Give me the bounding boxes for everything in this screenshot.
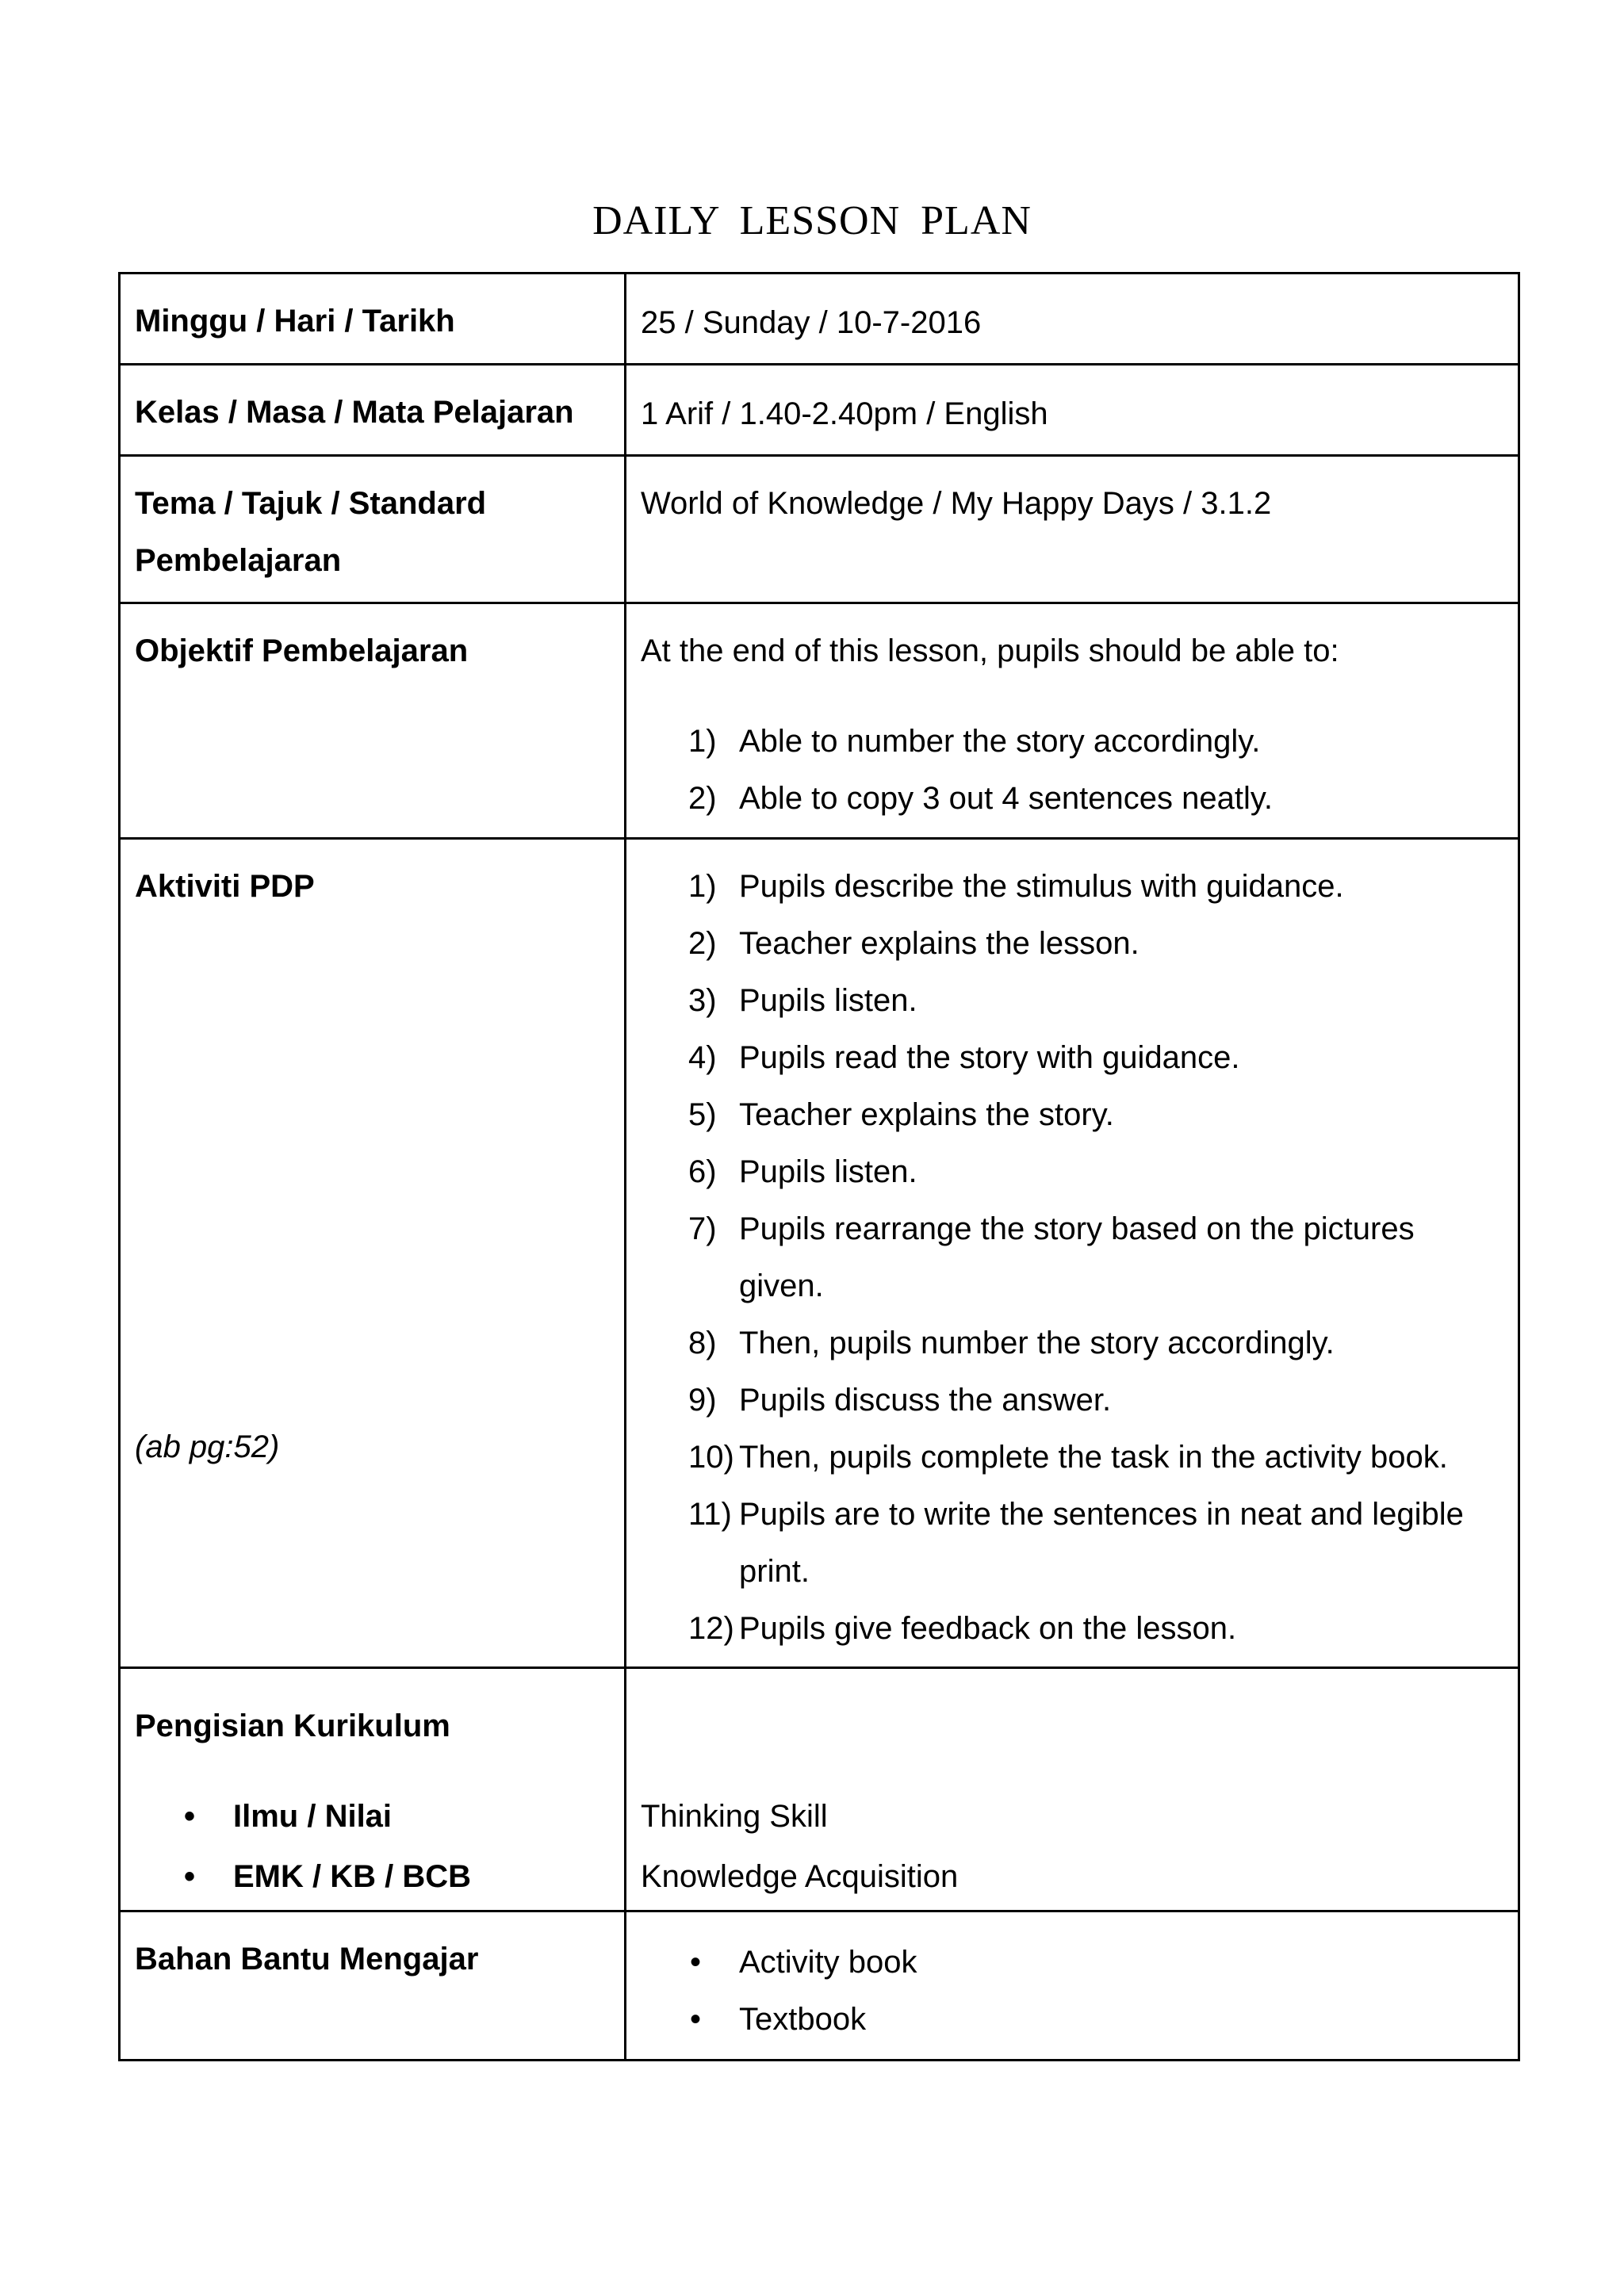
list-item: 9) Pupils discuss the answer. <box>688 1383 1112 1418</box>
list-item: 2) Able to copy 3 out 4 sentences neatly. <box>688 781 1274 816</box>
bullet-icon: • <box>690 1945 702 1980</box>
list-item: 8) Then, pupils number the story accordingly. <box>688 1326 1335 1360</box>
label-kelas: Kelas / Masa / Mata Pelajaran <box>120 365 626 456</box>
list-item: • Activity book <box>690 1934 1503 1991</box>
row-objektif <box>120 603 1519 839</box>
list-item: 3) Pupils listen. <box>688 983 917 1018</box>
value-aktiviti <box>626 839 1519 1668</box>
aktiviti-note: (ab pg:52) <box>135 1429 280 1464</box>
value-tema: World of Knowledge / My Happy Days / 3.1.2 <box>626 456 1519 603</box>
list-item: 11) Pupils are to write the sentences in neat and legible print. <box>688 1497 1464 1589</box>
bahan-list <box>641 1934 1503 2048</box>
label-tema <box>120 456 626 603</box>
list-item: 4) Pupils read the story with guidance. <box>688 1040 1240 1075</box>
label-aktiviti-text: Aktiviti PDP <box>135 869 315 904</box>
label-pengisian-text: Pengisian Kurikulum <box>135 1709 450 1743</box>
bullet-icon: • <box>184 1859 196 1894</box>
page-title: DAILY LESSON PLAN <box>592 198 1032 243</box>
list-item: 10) Then, pupils complete the task in the activity book. <box>688 1440 1448 1475</box>
label-tema-line1: Tema / Tajuk / Standard <box>135 486 487 521</box>
list-item: 12) Pupils give feedback on the lesson. <box>688 1611 1237 1646</box>
lesson-plan-table <box>118 272 1520 2061</box>
label-objektif: Objektif Pembelajaran <box>120 603 626 839</box>
pengisian-value-ilmu: Thinking Skill <box>641 1799 828 1834</box>
value-minggu: 25 / Sunday / 10-7-2016 <box>626 274 1519 365</box>
row-bahan <box>120 1911 1519 2061</box>
value-objektif <box>626 603 1519 839</box>
list-item: 5) Teacher explains the story. <box>688 1097 1114 1132</box>
objektif-list <box>641 713 1503 827</box>
value-kelas: 1 Arif / 1.40-2.40pm / English <box>626 365 1519 456</box>
row-minggu <box>120 274 1519 365</box>
list-item: 1) Able to number the story accordingly. <box>688 724 1261 759</box>
list-item: 6) Pupils listen. <box>688 1154 917 1189</box>
aktiviti-list <box>641 858 1503 1657</box>
label-aktiviti <box>120 839 626 1668</box>
list-item: 2) Teacher explains the lesson. <box>688 926 1139 961</box>
pengisian-value-emk: Knowledge Acquisition <box>641 1859 959 1894</box>
list-item: • EMK / KB / BCB <box>184 1848 610 1905</box>
list-item: • Textbook <box>690 1991 1503 2048</box>
objektif-intro: At the end of this lesson, pupils should be able to: <box>641 633 1339 668</box>
row-pengisian <box>120 1668 1519 1911</box>
bullet-icon: • <box>184 1799 196 1834</box>
pengisian-sub-list <box>135 1788 610 1905</box>
list-item: 1) Pupils describe the stimulus with guidance. <box>688 869 1344 904</box>
label-minggu: Minggu / Hari / Tarikh <box>120 274 626 365</box>
list-item: • Ilmu / Nilai <box>184 1788 610 1845</box>
value-pengisian <box>626 1668 1519 1911</box>
row-tema <box>120 456 1519 603</box>
value-bahan <box>626 1911 1519 2061</box>
row-kelas <box>120 365 1519 456</box>
label-pengisian <box>120 1668 626 1911</box>
label-tema-line2: Pembelajaran <box>135 543 342 578</box>
label-bahan: Bahan Bantu Mengajar <box>120 1911 626 2061</box>
list-item: 7) Pupils rearrange the story based on the pictures given. <box>688 1211 1415 1303</box>
row-aktiviti <box>120 839 1519 1668</box>
bullet-icon: • <box>690 2002 702 2037</box>
